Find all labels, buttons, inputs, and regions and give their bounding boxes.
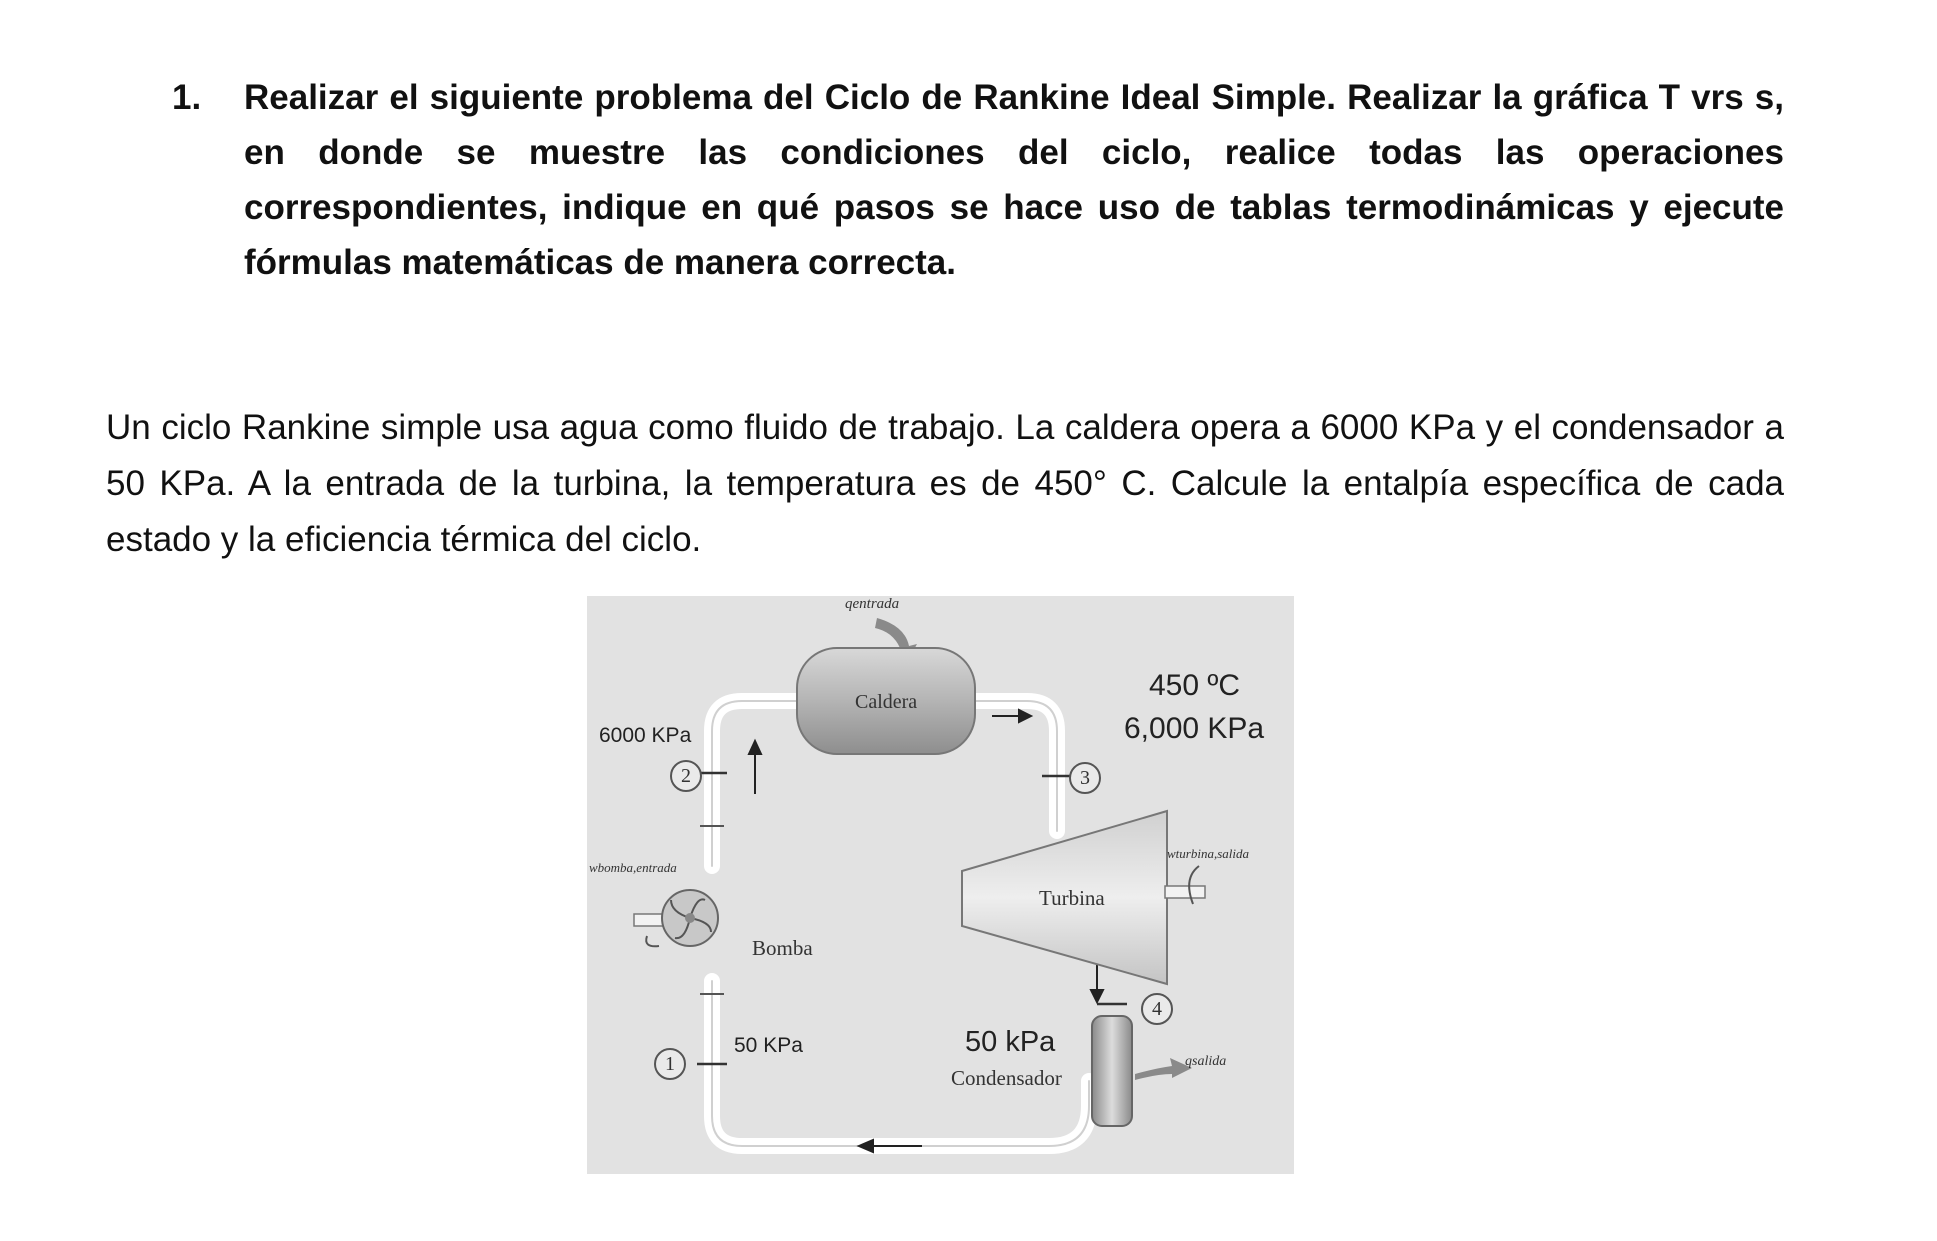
problem-statement [172, 70, 1784, 290]
exercise-statement: Un ciclo Rankine simple usa agua como fluido de trabajo. La caldera opera a 6000 KPa y el condensador a 50 KPa. A la entrada de la turbina, la temperatura es de 450° C. Calcule la entalpía específica de cada estado y la eficiencia térmica del ciclo. [106, 408, 1784, 559]
condenser-pressure: 50 kPa [965, 1026, 1056, 1058]
boiler-label: Caldera [855, 691, 918, 713]
turbine-inlet-pressure: 6,000 KPa [1124, 712, 1265, 745]
turbine-label: Turbina [1039, 886, 1105, 910]
heat-out-arrow [1135, 1058, 1192, 1080]
heat-in-label: qentrada [845, 596, 900, 612]
heat-out-label: qsalida [1185, 1054, 1227, 1069]
turbine-work-label: wturbina,salida [1167, 846, 1249, 861]
pump [634, 890, 718, 946]
pump-outlet-pressure: 6000 KPa [599, 724, 692, 747]
turbine-inlet-temperature: 450 ºC [1149, 669, 1241, 702]
state-2-number: 2 [681, 765, 691, 787]
pump-label: Bomba [752, 936, 813, 960]
problem-number: 1. [172, 78, 202, 117]
state-4-number: 4 [1152, 998, 1162, 1020]
condenser [1092, 1016, 1132, 1126]
rankine-cycle-diagram [587, 596, 1294, 1174]
state-1-number: 1 [665, 1053, 675, 1075]
problem-instructions: Realizar el siguiente problema del Ciclo de Rankine Ideal Simple. Realizar la gráfica T vrs s, en donde se muestre las condiciones del ciclo, realice todas las operaciones correspondientes, indique en qué pasos se hace uso de tablas termodinámicas y ejecute fórmulas matemáticas de manera correcta. [244, 78, 1784, 282]
pump-inlet-pressure: 50 KPa [734, 1034, 803, 1057]
pump-work-label: wbomba,entrada [589, 860, 677, 875]
state-3-number: 3 [1080, 767, 1090, 789]
condenser-label: Condensador [951, 1066, 1062, 1090]
